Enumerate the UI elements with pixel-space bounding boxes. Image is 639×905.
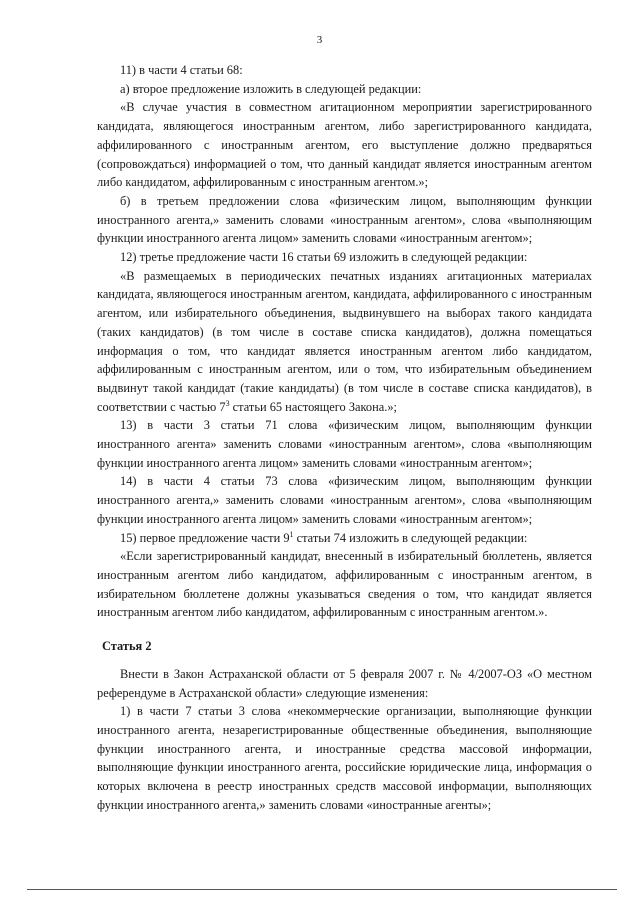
bottom-divider [27, 889, 617, 890]
paragraph: а) второе предложение изложить в следующей редакции: [120, 81, 422, 96]
article-heading: Статья 2 [102, 639, 152, 654]
superscript: 3 [225, 398, 230, 408]
paragraph-text: 15) первое предложение части 9 [120, 530, 290, 545]
paragraph: Внести в Закон Астраханской области от 5 февраля 2007 г. № 4/2007-ОЗ «О местном референдуме в Астраханской области» следующие изменения: [97, 666, 592, 700]
paragraph-text: статьи 74 изложить в следующей редакции: [293, 530, 528, 545]
paragraph: 11) в части 4 статьи 68: [120, 63, 243, 77]
paragraph-text: «В размещаемых в периодических печатных изданиях агитационных материалах кандидата, являющегося иностранным агентом, кандидата, аффилированного с иностранным агентом, или избирательного объединения, выдвинувшего на выборах такого кандидата (таких кандидатов) (в том числе в составе списка кандидатов), должна помещаться информация о том, что кандидат является иностранным агентом либо кандидатом, аффилированным с иностранным агентом, или о том, что избирательным объединением выдвинут такой кандидат (такие кандидаты) (в том числе в составе списка кандидатов), в соответствии с частью 7 [97, 268, 592, 414]
page-number: 3 [316, 34, 323, 46]
paragraph: «Если зарегистрированный кандидат, внесенный в избирательный бюллетень, является иностранным агентом либо кандидатом, аффилированным с иностранным агентом, в избирательном бюллетене должны указываться сведения о том, что кандидат является иностранным агентом либо кандидатом, аффилированным с иностранным агентом.». [97, 549, 592, 620]
paragraph: 13) в части 3 статьи 71 слова «физическим лицом, выполняющим функции иностранного агента» заменить словами «иностранным агентом», слова «выполняющим функции иностранного агента лицом» заменить словами «иностранным агентом»; [97, 418, 592, 470]
paragraph: 14) в части 4 статьи 73 слова «физическим лицом, выполняющим функции иностранного агента,» заменить словами «иностранным агентом», слова «выполняющим функции иностранного агента лицом» заменить словами «иностранным агентом»; [97, 474, 592, 526]
paragraph: «В случае участия в совместном агитационном мероприятии зарегистрированного кандидата, являющегося иностранным агентом, либо зарегистрированного кандидата, аффилированного с иностранным агентом, его выступление должно предваряться (сопровождаться) информацией о том, что данный кандидат является иностранным агентом либо кандидатом, аффилированным с иностранным агентом.»; [97, 100, 592, 190]
superscript: 1 [289, 529, 294, 539]
paragraph-article-69-quote [97, 267, 592, 417]
paragraph: 1) в части 7 статьи 3 слова «некоммерческие организации, выполняющие функции иностранного агента, незарегистрированные общественные объединения, выполняющие функции иностранного агента, и иностранные средства массовой информации, выполняющие функции иностранного агента, российские юридические лица, информация о которых включена в реестр иностранных средств массовой информации, выполняющих функции иностранного агента,» заменить словами «иностранные агенты»; [97, 704, 592, 812]
document-body [97, 61, 592, 814]
paragraph-text: статьи 65 настоящего Закона.»; [229, 399, 397, 414]
paragraph: 12) третье предложение части 16 статьи 69 изложить в следующей редакции: [120, 250, 528, 265]
paragraph-article-74 [97, 529, 592, 548]
paragraph: б) в третьем предложении слова «физическим лицом, выполняющим функции иностранного агента,» заменить словами «иностранным агентом», слова «выполняющим функции иностранного агента лицом» заменить словами «иностранным агентом»; [97, 193, 592, 246]
